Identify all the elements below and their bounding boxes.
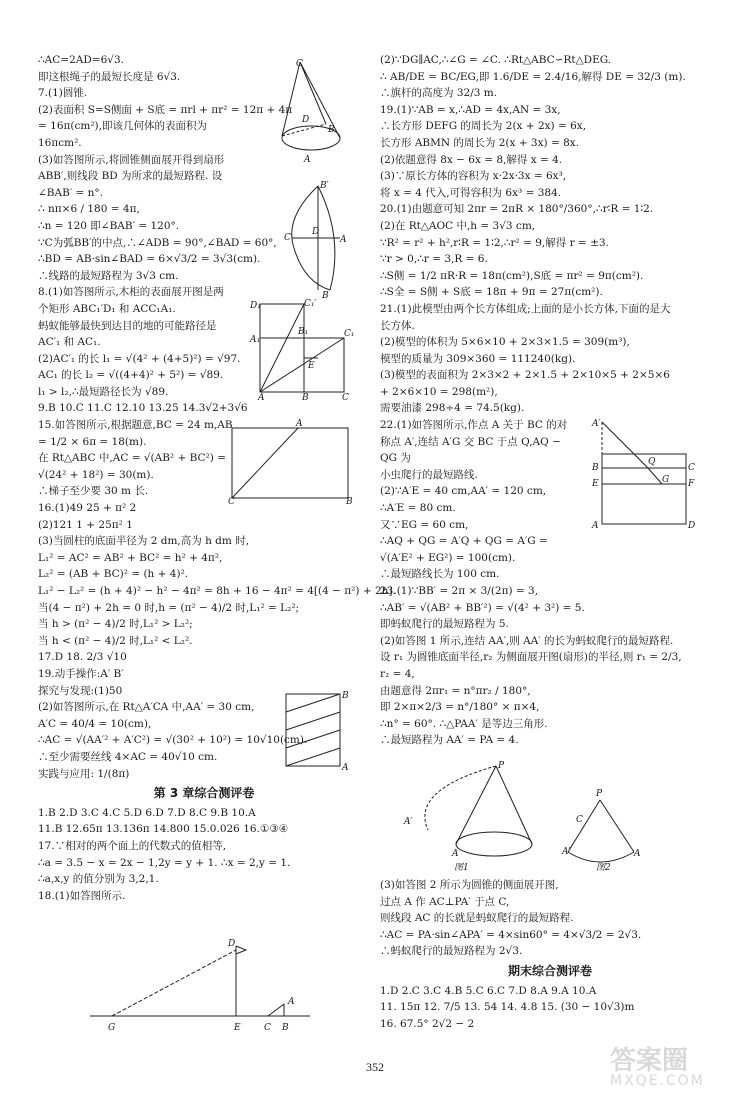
- text-line: ∴梯子至少要 30 m 长.: [38, 485, 149, 498]
- watermark-sub: MXQE.COM: [610, 1073, 705, 1089]
- text-line: (3)∵原长方体的容积为 x·2x·3x = 6x³,: [380, 170, 567, 183]
- text-line: (2)∵A′E = 40 cm,AA′ = 120 cm,: [380, 485, 547, 498]
- text-line: ∴AC=2AD=6√3.: [38, 54, 124, 66]
- cone-figure: [278, 58, 348, 168]
- svg-text:C: C: [228, 497, 235, 507]
- text-line: ∴最短路线长为 100 cm.: [380, 568, 500, 581]
- svg-text:P: P: [596, 789, 603, 799]
- box-unfold-figure: [250, 298, 355, 403]
- sector-figure: [282, 178, 348, 301]
- flagpole-figure: [90, 938, 310, 1034]
- text-line: (2)AC′₁ 的长 l₁ = √(4² + (4+5)²) = √97.: [38, 352, 241, 365]
- svg-text:F: F: [688, 479, 695, 489]
- text-line: ∴AB′ = √(AB² + BB′²) = √(4² + 3²) = 5.: [380, 601, 585, 614]
- text-line: ∵C为弧BB′的中点,∴∠ADB = 90°,∠BAD = 60°,: [38, 236, 277, 249]
- svg-text:B′: B′: [320, 181, 329, 191]
- svg-text:A′: A′: [562, 847, 571, 857]
- text-line: ∴ AB/DE = BC/EG,即 1.6/DE = 2.4/16,解得 DE = 32/3 (m).: [380, 70, 686, 83]
- text-line: 15.如答图所示,根据题意,BC = 24 m,AB: [38, 419, 233, 432]
- text-line: 长方形 ABMN 的周长为 2(x + 3x) = 8x.: [380, 136, 580, 149]
- text-line: ∴AC = √(AA′² + A′C²) = √(30² + 10²) = 10√10(cm).: [38, 734, 308, 747]
- text-line: (2)在 Rt△AOC 中,h = 3√3 cm,: [380, 219, 536, 232]
- text-line: (2)模型的体积为 5×6×10 + 2×3×1.5 = 309(m³),: [380, 336, 630, 349]
- text-line: L₁² − L₂² = (h + 4)² − h² − 4π² = 8h + 16 − 4π² = 4[(4 − π²) + 2h].: [38, 585, 396, 597]
- svg-text:E: E: [592, 479, 599, 489]
- text-line: 则线段 AC 的长就是蚂蚁爬行的最短路程.: [380, 912, 574, 925]
- text-line: (3)模型的表面积为 2×3×2 + 2×1.5 + 2×10×5 + 2×5×6: [380, 369, 670, 382]
- text-line: 16πcm².: [38, 136, 82, 149]
- svg-text:D: D: [302, 115, 310, 125]
- svg-text:D: D: [228, 939, 236, 949]
- text-line: 18.(1)如答图所示.: [38, 889, 126, 902]
- svg-text:Q: Q: [648, 457, 656, 467]
- svg-text:A′: A′: [404, 817, 413, 827]
- watermark-main: 答案圈: [610, 1046, 689, 1076]
- svg-text:B₁: B₁: [298, 327, 309, 337]
- text-line: 由题意得 2πr₁ = n°πr₂ / 180°,: [380, 684, 531, 697]
- text-line: 需要油漆 298÷4 = 74.5(kg).: [380, 402, 525, 415]
- svg-text:C₁: C₁: [344, 329, 355, 339]
- text-line: 17.∵相对的两个面上的代数式的值相等,: [38, 839, 227, 852]
- text-line: ∵R² = r² + h²,r∶R = 1∶2,∴r² = 9,解得 r = ±3.: [380, 236, 609, 249]
- text-line: 设 r₁ 为圆锥底面半径,r₂ 为侧面展开图(扇形)的半径,则 r₁ = 2/3,: [380, 651, 682, 664]
- text-line: √(A′E² + EG²) = 100(cm).: [380, 551, 516, 564]
- text-line: ∴至少需要丝线 4×AC = 40√10 cm.: [38, 750, 218, 763]
- text-line: ∴ nπ×6 / 180 = 4π,: [38, 203, 140, 216]
- text-line: (2)如答图 1 所示,连结 AA′,则 AA′ 的长为蚂蚁爬行的最短路程.: [380, 634, 674, 647]
- svg-text:C: C: [342, 393, 349, 403]
- text-line: = 1/2 × 6π = 18(m).: [38, 435, 147, 448]
- svg-text:B: B: [342, 691, 349, 701]
- text-line: 17.D 18. 2/3 √10: [38, 651, 127, 664]
- text-line: + 2×6×10 = 298(m²),: [380, 385, 498, 398]
- svg-text:B: B: [282, 1023, 289, 1033]
- svg-text:G: G: [108, 1023, 116, 1033]
- figure-label-2: 图2: [596, 863, 611, 873]
- text-line: 8.(1)如答图所示,木柜的表面展开图是两: [38, 286, 224, 299]
- svg-text:C: C: [264, 1023, 271, 1033]
- cone-figures-1-2: [400, 760, 640, 872]
- text-line: 23.(1)∵BB′ = 2π × 3/(2π) = 3,: [380, 585, 539, 597]
- section-heading-ch3: 第 3 章综合测评卷: [153, 786, 255, 801]
- text-line: ∴AC = PA·sin∠APA′ = 4×sin60° = 4×√3/2 = 2√3.: [380, 928, 642, 941]
- text-line: (2)依题意得 8x − 6x = 8,解得 x = 4.: [380, 153, 563, 166]
- text-line: (3)如答图 2 所示为圆锥的侧面展开图,: [380, 878, 559, 891]
- text-line: 小虫爬行的最短路线.: [380, 468, 478, 481]
- svg-text:C: C: [284, 233, 291, 243]
- text-line: 22.(1)如答图所示,作点 A 关于 BC 的对: [380, 419, 568, 432]
- text-line: l₁ > l₂,∴最短路径长为 √89.: [38, 385, 169, 398]
- svg-text:A: A: [452, 849, 459, 859]
- svg-text:B: B: [346, 497, 353, 507]
- svg-text:C₁′: C₁′: [304, 299, 317, 309]
- ladder-rectangle-figure: [226, 418, 356, 507]
- text-line: 20.(1)由题意可知 2πr = 2πR × 180°/360°,∴r∶R = 1∶2.: [380, 203, 654, 216]
- text-line: (2)∵DG∥AC,∴∠G = ∠C. ∴Rt△ABC∽Rt△DEG.: [380, 54, 612, 66]
- text-line: 11.B 12.65π 13.136π 14.800 15.0.026 16.①③④: [38, 823, 289, 836]
- svg-text:P: P: [498, 761, 505, 771]
- text-line: ∵r > 0,∴r = 3,R = 6.: [380, 253, 488, 266]
- text-line: (2)121 1 + 25π² 1: [38, 518, 133, 531]
- svg-text:A: A: [258, 393, 265, 403]
- right-column: [380, 52, 720, 1032]
- text-line: 又∵EG = 60 cm,: [380, 518, 469, 531]
- text-line: 过点 A 作 AC⊥PA′ 于点 C,: [380, 895, 510, 908]
- svg-text:A₁: A₁: [250, 335, 261, 345]
- text-line: √(24² + 18²) = 30(m).: [38, 468, 154, 481]
- text-line: 在 Rt△ABC 中,AC = √(AB² + BC²) =: [38, 452, 226, 465]
- text-line: 11. 15π 12. 7/5 13. 54 14. 4.8 15. (30 − 10√3)m: [380, 1001, 635, 1014]
- text-line: 19.(1)∵AB = x,∴AD = 4x,AN = 3x,: [380, 103, 561, 116]
- text-line: ∴n° = 60°. ∴△PAA′ 是等边三角形.: [380, 717, 548, 730]
- text-line: 模型的质量为 309×360 = 111240(kg).: [380, 352, 576, 365]
- text-line: 当 h < (π² − 4)/2 时,L₁² < L₂².: [38, 634, 193, 647]
- text-line: ∴A′E = 80 cm.: [380, 502, 456, 515]
- text-line: L₁² = AC² = AB² + BC² = h² + 4π²,: [38, 551, 223, 564]
- text-line: 7.(1)圆锥.: [38, 87, 88, 100]
- svg-text:E: E: [234, 1023, 241, 1033]
- text-line: (2)表面积 S=S侧面 + S底 = πrl + πr² = 12π + 4π: [38, 103, 293, 116]
- thread-wrap-figure: [280, 688, 350, 774]
- svg-text:A: A: [288, 997, 295, 1007]
- text-line: r₂ = 4,: [380, 667, 415, 680]
- text-line: 即这根绳子的最短长度是 6√3.: [38, 70, 181, 83]
- text-line: 19.动手操作:A′ B′: [38, 667, 124, 680]
- svg-text:B: B: [322, 291, 329, 301]
- svg-text:B: B: [302, 393, 309, 403]
- text-line: 9.B 10.C 11.C 12.10 13.25 14.3√2+3√6: [38, 402, 248, 415]
- text-line: = 16π(cm²),即该几何体的表面积为: [38, 120, 207, 133]
- svg-text:D₁: D₁: [250, 301, 261, 311]
- text-line: ∴线路的最短路程为 3√3 cm.: [38, 269, 179, 282]
- svg-text:B: B: [592, 463, 599, 473]
- text-line: 即蚂蚁爬行的最短路程为 5.: [380, 618, 509, 631]
- svg-text:A: A: [304, 155, 311, 165]
- text-line: ∴AQ + QG = A′Q + QG = A′G =: [380, 535, 548, 548]
- text-line: 当(4 − π²) + 2h = 0 时,h = (π² − 4)/2 时,L₁² = L₂²;: [38, 601, 300, 614]
- text-line: 当 h > (π² − 4)/2 时,L₁² > L₂²;: [38, 618, 193, 631]
- text-line: A′C = 40/4 = 10(cm),: [38, 717, 152, 730]
- text-line: 16.(1)49 25 + π² 2: [38, 502, 137, 515]
- text-line: 长方体.: [380, 319, 415, 332]
- svg-text:C: C: [576, 815, 583, 825]
- svg-text:C: C: [688, 463, 695, 473]
- svg-text:B: B: [328, 125, 335, 135]
- svg-text:C: C: [296, 59, 303, 69]
- svg-text:D: D: [312, 227, 320, 237]
- text-line: 1.D 2.C 3.C 4.B 5.C 6.C 7.D 8.A 9.A 10.A: [380, 984, 597, 997]
- text-line: ∴旗杆的高度为 32/3 m.: [380, 87, 498, 100]
- svg-text:D: D: [688, 521, 696, 531]
- text-line: L₂² = (AB + BC)² = (h + 4)².: [38, 568, 189, 581]
- text-line: (2)如答图所示,在 Rt△A′CA 中,AA′ = 30 cm,: [38, 701, 255, 714]
- text-line: ∴长方形 DEFG 的周长为 2(x + 2x) = 6x,: [380, 120, 587, 133]
- svg-text:E: E: [308, 361, 315, 371]
- svg-text:G: G: [662, 475, 670, 485]
- text-line: 探究与发现:(1)50: [38, 684, 123, 697]
- svg-text:A: A: [342, 763, 349, 773]
- text-line: ∴S侧 = 1/2 πR·R = 18π(cm²),S底 = πr² = 9π(cm²).: [380, 269, 644, 282]
- text-line: (3)当圆柱的底面半径为 2 dm,高为 h dm 时,: [38, 535, 250, 548]
- text-line: ∴S全 = S侧 + S底 = 18π + 9π = 27π(cm²).: [380, 286, 603, 299]
- text-line: ∠BAB′ = n°.: [38, 186, 104, 199]
- text-line: 蚂蚁能够最快到达目的地的可能路径是: [38, 319, 217, 332]
- svg-text:A: A: [296, 419, 303, 429]
- text-line: ABB′,则线段 BD 为所求的最短路程. 设: [38, 170, 223, 183]
- text-line: 称点 A′,连结 A′G 交 BC 于点 Q,AQ − QG 为: [380, 435, 561, 465]
- text-line: ∴a = 3.5 − x = 2x − 1,2y = y + 1. ∴x = 2,y = 1.: [38, 856, 291, 869]
- text-line: (3)如答图所示,将圆锥侧面展开得到扇形: [38, 153, 225, 166]
- text-line: ∴BD = AB·sin∠BAD = 6×√3/2 = 3√3(cm).: [38, 253, 261, 266]
- rectangle-reflection-figure: [590, 418, 700, 530]
- text-line: AC′₁ 和 AC₁.: [38, 336, 101, 349]
- svg-text:A: A: [634, 849, 641, 859]
- text-line: ∴n = 120 即∠BAB′ = 120°.: [38, 219, 180, 232]
- text-line: 21.(1)此模型由两个长方体组成;上面的是小长方体,下面的是大: [380, 302, 671, 315]
- text-line: 个矩形 ABC₁′D₁ 和 ACC₁A₁.: [38, 302, 176, 315]
- text-line: ∴最短路程为 AA′ = PA = 4.: [380, 734, 519, 747]
- svg-text:A′: A′: [592, 419, 601, 429]
- svg-text:A: A: [340, 235, 347, 245]
- text-line: ∴a,x,y 的值分别为 3,2,1.: [38, 873, 159, 886]
- svg-text:A: A: [592, 521, 599, 531]
- text-line: 1.B 2.D 3.C 4.C 5.D 6.D 7.D 8.C 9.B 10.A: [38, 806, 256, 819]
- figure-label-1: 图1: [454, 863, 469, 873]
- text-line: ∴蚂蚁爬行的最短路程为 2√3.: [380, 945, 523, 958]
- watermark-logo: [610, 1040, 705, 1089]
- page-number: 352: [366, 1060, 384, 1074]
- section-heading-final: 期末综合测评卷: [507, 963, 592, 978]
- text-line: 16. 67.5° 2√2 − 2: [380, 1017, 475, 1030]
- text-line: 将 x = 4 代入,可得容积为 6x³ = 384.: [380, 186, 562, 199]
- text-line: AC₁ 的长 l₂ = √((4+4)² + 5²) = √89.: [38, 369, 224, 382]
- text-line: 即 2×π×2/3 = n°/180° × π×4,: [380, 701, 540, 714]
- text-line: 实践与应用: 1/(8π): [38, 767, 130, 780]
